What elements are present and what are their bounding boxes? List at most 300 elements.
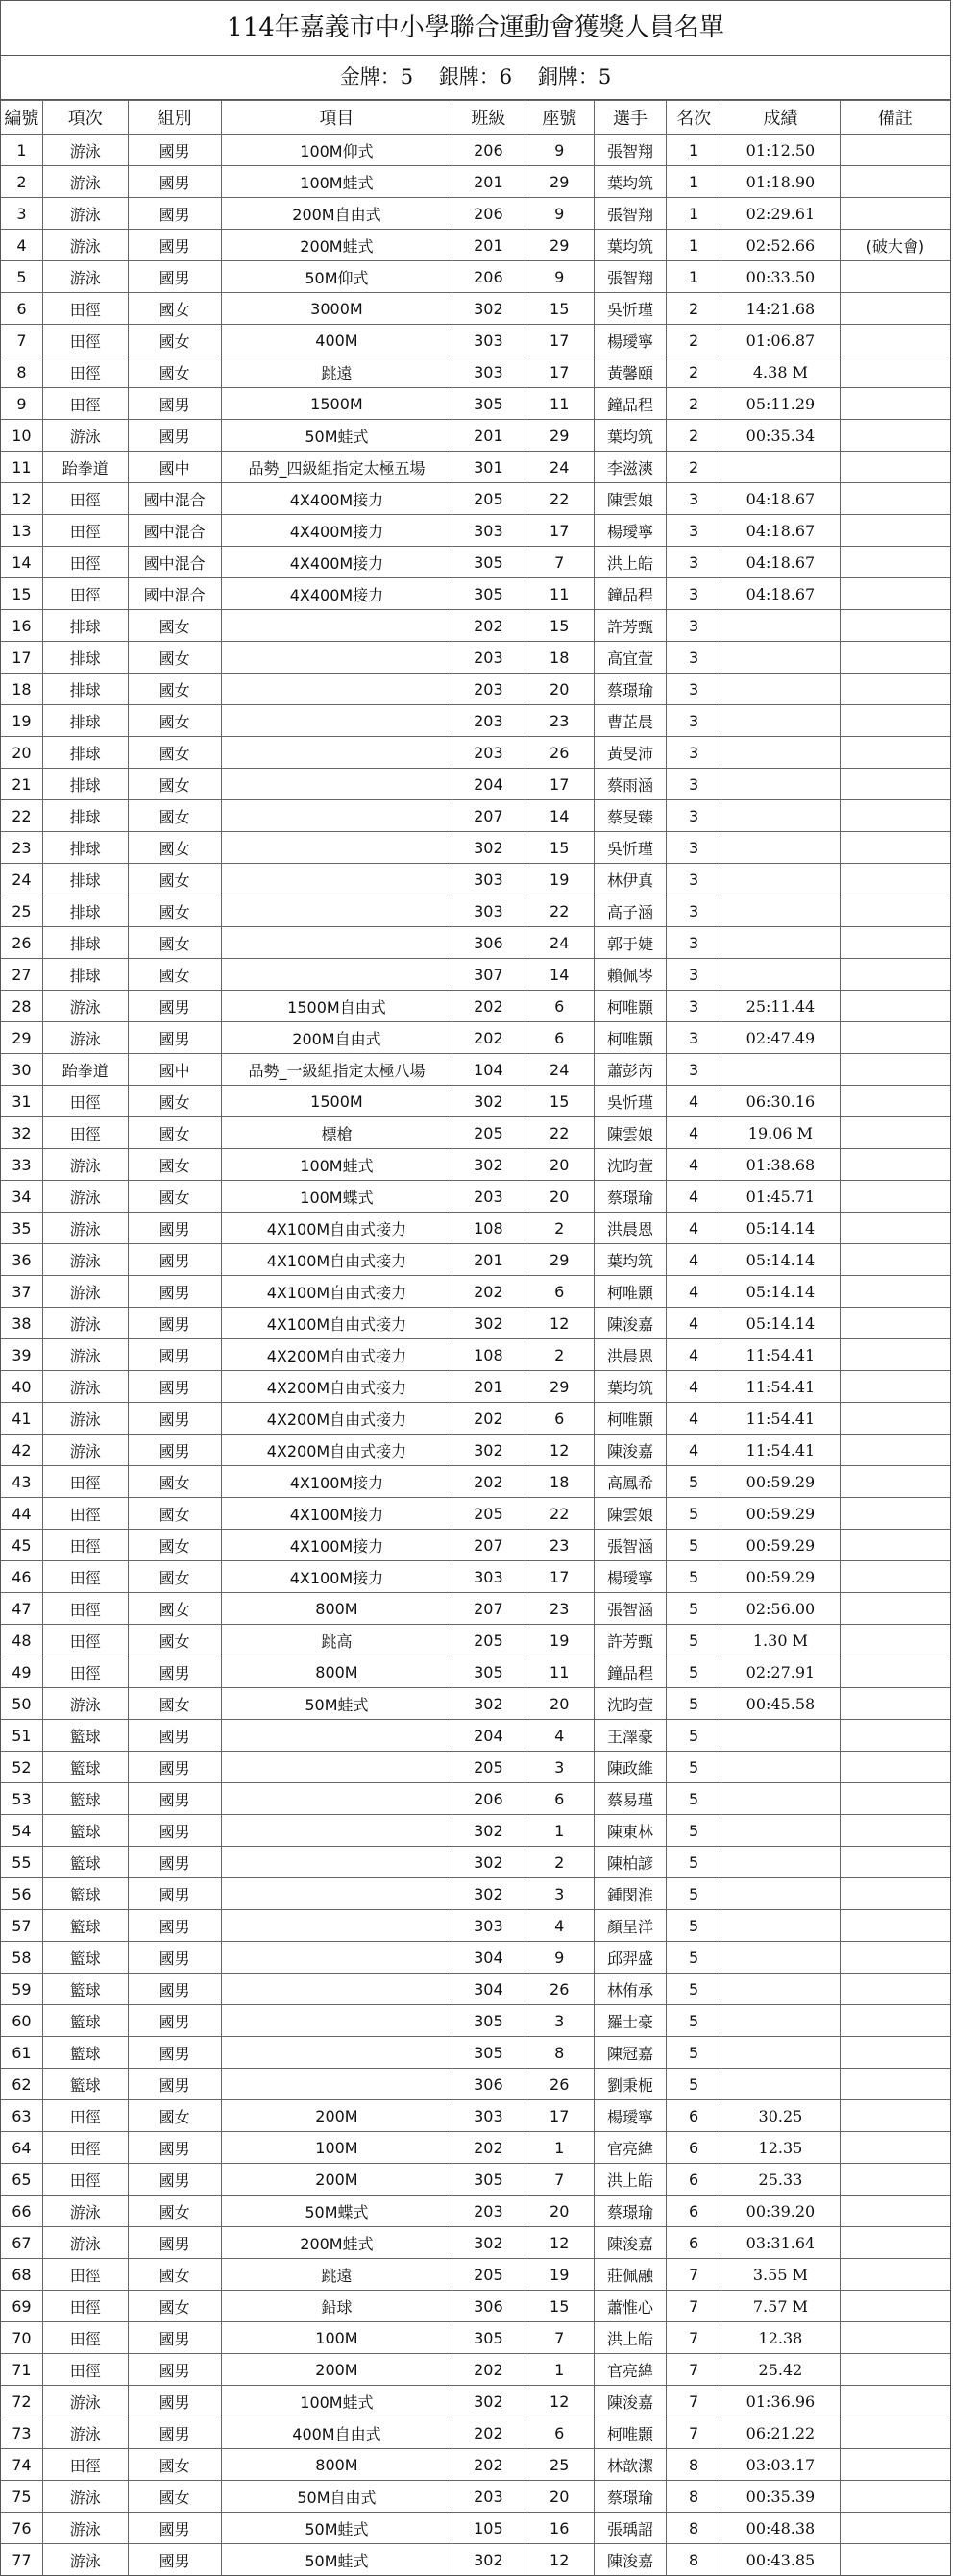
table-row [1,737,950,769]
cell-event [221,1720,452,1752]
cell-event: 100M蛙式 [221,1149,452,1181]
cell-note [840,2037,950,2069]
cell-no: 45 [1,1530,42,1561]
cell-rank: 4 [667,1435,721,1466]
cell-class: 303 [452,895,525,927]
table-row [1,1974,950,2005]
table-row [1,2544,950,2576]
cell-rank: 5 [667,1466,721,1498]
table-row [1,1942,950,1974]
table-row [1,2164,950,2196]
cell-category: 排球 [42,959,128,991]
cell-seat: 26 [525,2069,594,2100]
cell-event [221,705,452,737]
table-row [1,325,950,356]
cell-seat: 2 [525,1213,594,1244]
cell-athlete: 林歆潔 [594,2449,666,2481]
cell-group: 國女 [128,895,221,927]
cell-note [840,832,950,864]
cell-score: 01:38.68 [721,1149,840,1181]
cell-class: 202 [452,2417,525,2449]
cell-seat: 22 [525,1498,594,1530]
cell-score [721,1878,840,1910]
cell-seat: 7 [525,2322,594,2354]
cell-note [840,1656,950,1688]
cell-event [221,2069,452,2100]
cell-category: 田徑 [42,2291,128,2322]
cell-group: 國中混合 [128,515,221,547]
cell-note [840,1308,950,1339]
cell-note [840,1498,950,1530]
cell-seat: 29 [525,230,594,261]
cell-event: 4X400M接力 [221,547,452,578]
cell-no: 58 [1,1942,42,1974]
cell-seat: 12 [525,2544,594,2576]
cell-class: 206 [452,198,525,230]
cell-score [721,1752,840,1783]
cell-seat: 14 [525,959,594,991]
cell-score [721,800,840,832]
cell-rank: 3 [667,578,721,610]
table-row [1,2481,950,2513]
cell-group: 國男 [128,2164,221,2196]
cell-category: 游泳 [42,230,128,261]
table-row [1,991,950,1022]
cell-rank: 6 [667,2132,721,2164]
cell-athlete: 劉秉枙 [594,2069,666,2100]
cell-score [721,2037,840,2069]
cell-rank: 3 [667,610,721,642]
cell-rank: 3 [667,927,721,959]
cell-seat: 17 [525,1561,594,1593]
cell-rank: 1 [667,230,721,261]
cell-group: 國男 [128,991,221,1022]
cell-note [840,1276,950,1308]
cell-rank: 5 [667,1942,721,1974]
cell-rank: 2 [667,388,721,420]
cell-event: 4X100M自由式接力 [221,1244,452,1276]
cell-no: 47 [1,1593,42,1625]
cell-note [840,2322,950,2354]
cell-score [721,674,840,705]
cell-note [840,325,950,356]
cell-score: 03:31.64 [721,2227,840,2259]
cell-category: 游泳 [42,1371,128,1403]
cell-score: 05:14.14 [721,1244,840,1276]
cell-athlete: 張瑀詔 [594,2513,666,2544]
cell-rank: 5 [667,1720,721,1752]
cell-no: 55 [1,1847,42,1878]
table-row [1,1117,950,1149]
cell-note [840,166,950,198]
cell-note [840,2005,950,2037]
cell-class: 305 [452,547,525,578]
cell-group: 國男 [128,1910,221,1942]
table-row [1,198,950,230]
cell-note [840,1022,950,1054]
cell-note [840,2227,950,2259]
cell-no: 49 [1,1656,42,1688]
cell-group: 國男 [128,2005,221,2037]
table-row [1,2417,950,2449]
cell-athlete: 陳浚嘉 [594,1435,666,1466]
table-row [1,547,950,578]
cell-athlete: 黃馨頤 [594,356,666,388]
cell-rank: 3 [667,1054,721,1086]
cell-score: 03:03.17 [721,2449,840,2481]
cell-group: 國女 [128,1149,221,1181]
table-row [1,642,950,674]
cell-athlete: 蔡旻臻 [594,800,666,832]
cell-rank: 4 [667,1086,721,1117]
cell-event: 4X100M接力 [221,1466,452,1498]
cell-note [840,610,950,642]
table-row [1,769,950,800]
cell-group: 國男 [128,2132,221,2164]
cell-seat: 2 [525,1847,594,1878]
cell-athlete: 鍾閔淮 [594,1878,666,1910]
cell-group: 國男 [128,1403,221,1435]
cell-class: 206 [452,135,525,166]
cell-seat: 1 [525,1815,594,1847]
cell-category: 游泳 [42,2544,128,2576]
cell-seat: 29 [525,166,594,198]
cell-seat: 22 [525,483,594,515]
cell-score [721,769,840,800]
table-row [1,2005,950,2037]
cell-score: 05:14.14 [721,1276,840,1308]
cell-no: 50 [1,1688,42,1720]
cell-class: 302 [452,1847,525,1878]
cell-category: 田徑 [42,356,128,388]
cell-group: 國女 [128,325,221,356]
table-row [1,166,950,198]
cell-event [221,1752,452,1783]
cell-class: 108 [452,1213,525,1244]
cell-score: 05:11.29 [721,388,840,420]
cell-seat: 3 [525,1878,594,1910]
cell-no: 76 [1,2513,42,2544]
cell-seat: 15 [525,293,594,325]
cell-event: 4X100M自由式接力 [221,1213,452,1244]
column-header-no: 編號 [1,101,42,135]
cell-athlete: 張智涵 [594,1530,666,1561]
cell-score [721,895,840,927]
cell-athlete: 郭于婕 [594,927,666,959]
cell-rank: 3 [667,1022,721,1054]
cell-event: 4X200M自由式接力 [221,1403,452,1435]
cell-category: 籃球 [42,2069,128,2100]
cell-class: 203 [452,2196,525,2227]
cell-category: 游泳 [42,1244,128,1276]
cell-athlete: 鐘品程 [594,578,666,610]
table-row [1,1593,950,1625]
cell-no: 34 [1,1181,42,1213]
cell-class: 303 [452,1910,525,1942]
cell-no: 36 [1,1244,42,1276]
cell-class: 201 [452,166,525,198]
cell-note [840,1086,950,1117]
cell-note [840,1942,950,1974]
cell-no: 66 [1,2196,42,2227]
cell-athlete: 葉均筑 [594,420,666,452]
cell-note [840,1815,950,1847]
cell-rank: 2 [667,420,721,452]
cell-category: 田徑 [42,293,128,325]
table-row [1,800,950,832]
cell-seat: 6 [525,2417,594,2449]
cell-category: 籃球 [42,1942,128,1974]
table-row [1,2449,950,2481]
cell-rank: 2 [667,452,721,483]
cell-event: 200M蛙式 [221,230,452,261]
cell-event: 鉛球 [221,2291,452,2322]
table-row [1,1339,950,1371]
cell-rank: 1 [667,261,721,293]
cell-rank: 5 [667,1561,721,1593]
cell-category: 游泳 [42,1435,128,1466]
table-row [1,705,950,737]
cell-class: 305 [452,2005,525,2037]
cell-no: 2 [1,166,42,198]
cell-rank: 3 [667,674,721,705]
award-table [1,100,950,2575]
cell-athlete: 林伊真 [594,864,666,895]
cell-athlete: 李滋漺 [594,452,666,483]
cell-class: 306 [452,2069,525,2100]
cell-class: 305 [452,1656,525,1688]
cell-event [221,1847,452,1878]
table-row [1,293,950,325]
cell-event: 4X100M接力 [221,1498,452,1530]
cell-class: 202 [452,2449,525,2481]
cell-athlete: 柯唯顥 [594,991,666,1022]
cell-no: 7 [1,325,42,356]
cell-score [721,452,840,483]
cell-group: 國女 [128,293,221,325]
table-row [1,1530,950,1561]
cell-note [840,2259,950,2291]
cell-category: 田徑 [42,1656,128,1688]
column-header-note: 備註 [840,101,950,135]
cell-class: 203 [452,2481,525,2513]
cell-event: 50M蛙式 [221,2544,452,2576]
cell-rank: 5 [667,1593,721,1625]
cell-seat: 17 [525,515,594,547]
cell-event [221,1783,452,1815]
table-row [1,927,950,959]
cell-group: 國男 [128,1308,221,1339]
cell-note [840,2513,950,2544]
cell-class: 207 [452,800,525,832]
cell-class: 302 [452,1435,525,1466]
cell-seat: 22 [525,895,594,927]
cell-seat: 6 [525,991,594,1022]
table-row [1,2386,950,2417]
cell-note [840,1466,950,1498]
cell-group: 國男 [128,1878,221,1910]
cell-class: 303 [452,325,525,356]
cell-seat: 12 [525,2227,594,2259]
cell-note [840,420,950,452]
cell-class: 203 [452,705,525,737]
cell-event: 200M蛙式 [221,2227,452,2259]
cell-event [221,737,452,769]
cell-score: 00:39.20 [721,2196,840,2227]
cell-athlete: 陳浚嘉 [594,1308,666,1339]
cell-rank: 6 [667,2100,721,2132]
table-row [1,1086,950,1117]
table-body [1,135,950,2576]
cell-group: 國女 [128,610,221,642]
cell-event [221,864,452,895]
cell-seat: 26 [525,1974,594,2005]
cell-group: 國女 [128,769,221,800]
cell-rank: 4 [667,1181,721,1213]
cell-rank: 4 [667,1403,721,1435]
cell-athlete: 柯唯顥 [594,1022,666,1054]
cell-category: 排球 [42,610,128,642]
cell-category: 田徑 [42,483,128,515]
cell-group: 國中混合 [128,578,221,610]
cell-score: 06:21.22 [721,2417,840,2449]
cell-rank: 5 [667,1783,721,1815]
table-row [1,2291,950,2322]
cell-no: 5 [1,261,42,293]
table-row [1,2354,950,2386]
cell-rank: 4 [667,1276,721,1308]
cell-group: 國男 [128,1720,221,1752]
cell-no: 53 [1,1783,42,1815]
cell-athlete: 葉均筑 [594,1371,666,1403]
cell-athlete: 蔡雨涵 [594,769,666,800]
cell-seat: 29 [525,1371,594,1403]
cell-athlete: 陳浚嘉 [594,2386,666,2417]
cell-category: 排球 [42,864,128,895]
cell-score [721,1720,840,1752]
cell-event: 1500M [221,388,452,420]
cell-score: 12.38 [721,2322,840,2354]
cell-note [840,769,950,800]
cell-athlete: 官亮緯 [594,2132,666,2164]
cell-group: 國女 [128,2291,221,2322]
cell-rank: 8 [667,2481,721,2513]
cell-note [840,800,950,832]
cell-athlete: 楊璦寧 [594,1561,666,1593]
cell-category: 田徑 [42,1086,128,1117]
cell-event: 100M蛙式 [221,2386,452,2417]
cell-note [840,2132,950,2164]
cell-score: 01:36.96 [721,2386,840,2417]
page-title: 114年嘉義市中小學聯合運動會獲獎人員名單 [1,1,950,56]
cell-group: 國女 [128,1688,221,1720]
column-header-seat: 座號 [525,101,594,135]
cell-seat: 19 [525,1625,594,1656]
cell-rank: 5 [667,1878,721,1910]
cell-class: 206 [452,1783,525,1815]
cell-category: 游泳 [42,1403,128,1435]
table-row [1,420,950,452]
cell-score [721,832,840,864]
cell-athlete: 沈昀萱 [594,1688,666,1720]
cell-rank: 5 [667,1910,721,1942]
cell-class: 305 [452,2164,525,2196]
table-row [1,1847,950,1878]
cell-note [840,1720,950,1752]
silver-count: 銀牌：6 [438,65,513,88]
cell-event [221,832,452,864]
cell-score: 01:18.90 [721,166,840,198]
table-row [1,1561,950,1593]
cell-score: 01:45.71 [721,1181,840,1213]
cell-event: 4X100M自由式接力 [221,1276,452,1308]
cell-note [840,2544,950,2576]
cell-no: 59 [1,1974,42,2005]
cell-category: 田徑 [42,1625,128,1656]
cell-event: 跳高 [221,1625,452,1656]
cell-note [840,356,950,388]
cell-no: 21 [1,769,42,800]
cell-category: 游泳 [42,1181,128,1213]
cell-category: 游泳 [42,991,128,1022]
cell-note [840,2417,950,2449]
cell-class: 201 [452,230,525,261]
table-row [1,230,950,261]
cell-note [840,1181,950,1213]
table-row [1,610,950,642]
cell-group: 國女 [128,642,221,674]
cell-seat: 24 [525,1054,594,1086]
cell-rank: 3 [667,705,721,737]
cell-seat: 2 [525,1339,594,1371]
cell-athlete: 邱羿盛 [594,1942,666,1974]
cell-no: 9 [1,388,42,420]
cell-rank: 4 [667,1339,721,1371]
cell-note [840,2196,950,2227]
table-row [1,483,950,515]
cell-no: 70 [1,2322,42,2354]
cell-no: 15 [1,578,42,610]
cell-rank: 3 [667,991,721,1022]
cell-no: 75 [1,2481,42,2513]
cell-athlete: 賴佩岑 [594,959,666,991]
cell-class: 302 [452,832,525,864]
cell-rank: 5 [667,2037,721,2069]
cell-rank: 4 [667,1213,721,1244]
cell-rank: 5 [667,1815,721,1847]
cell-athlete: 陳浚嘉 [594,2227,666,2259]
table-row [1,895,950,927]
cell-rank: 4 [667,1244,721,1276]
cell-category: 田徑 [42,1466,128,1498]
cell-score: 1.30 M [721,1625,840,1656]
cell-note [840,515,950,547]
table-row [1,1783,950,1815]
cell-category: 排球 [42,927,128,959]
cell-class: 303 [452,2100,525,2132]
cell-event: 4X100M自由式接力 [221,1308,452,1339]
cell-score: 14:21.68 [721,293,840,325]
column-header-rank: 名次 [667,101,721,135]
cell-class: 307 [452,959,525,991]
cell-category: 田徑 [42,547,128,578]
cell-athlete: 曹芷晨 [594,705,666,737]
cell-event: 4X400M接力 [221,578,452,610]
cell-rank: 5 [667,1847,721,1878]
cell-category: 游泳 [42,1688,128,1720]
cell-group: 國中 [128,1054,221,1086]
cell-score: 7.57 M [721,2291,840,2322]
